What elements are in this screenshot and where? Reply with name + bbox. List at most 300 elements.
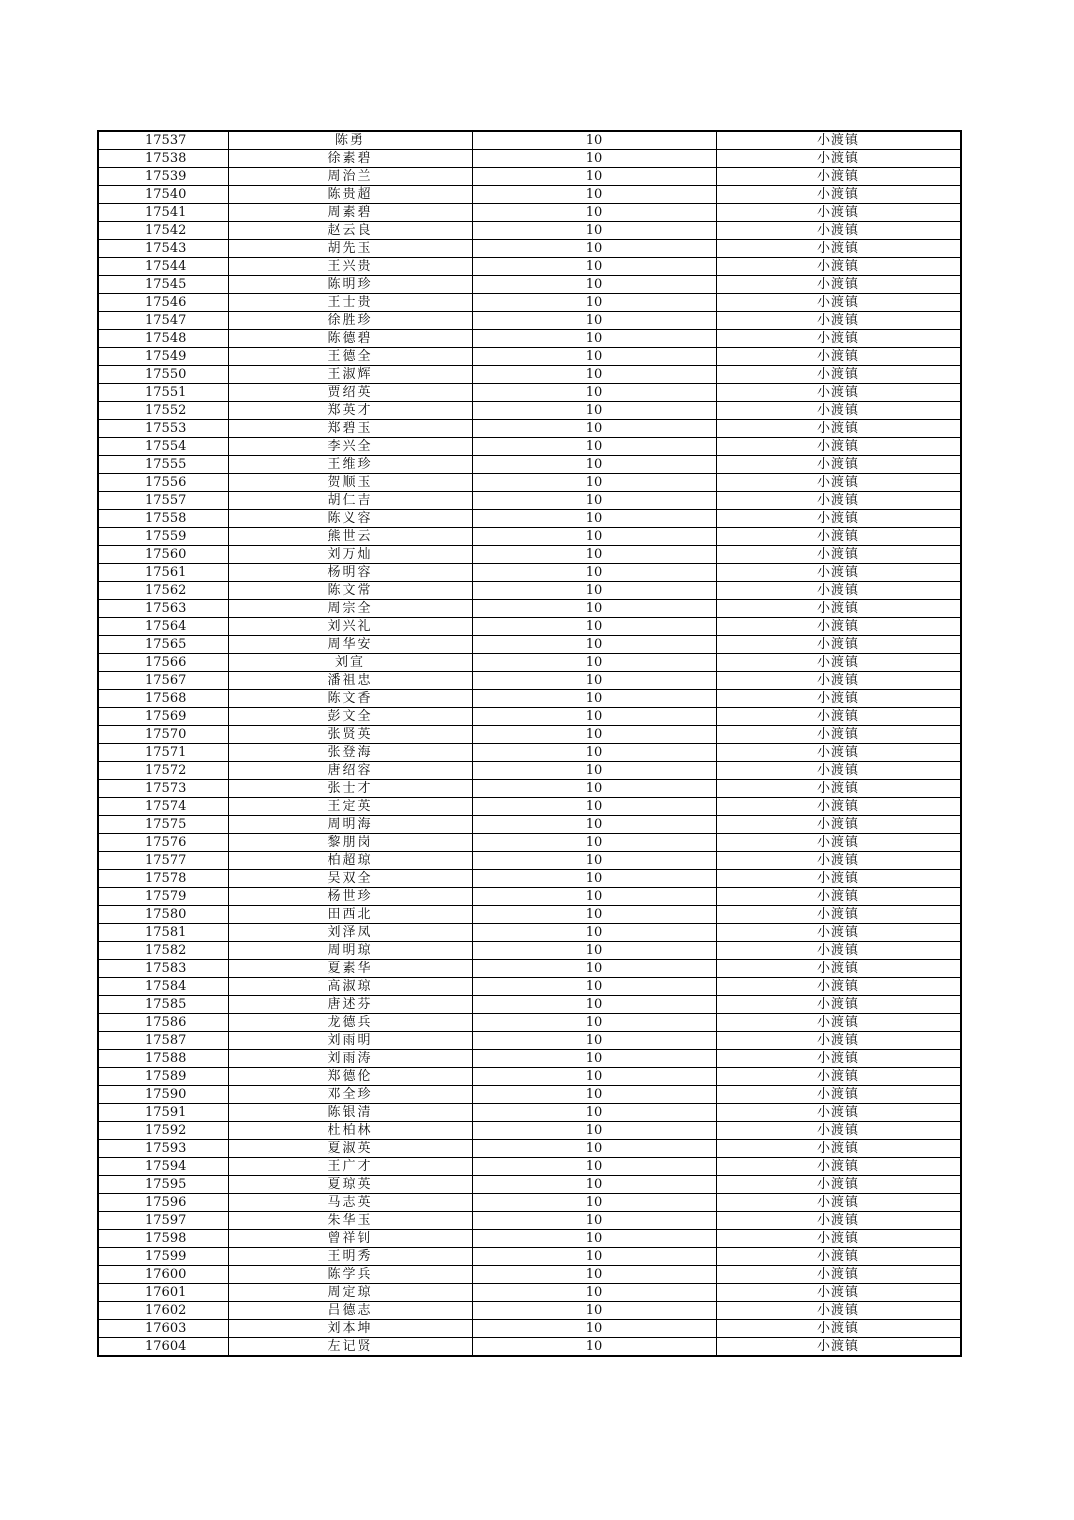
town-cell: 小渡镇: [716, 546, 961, 564]
person-name-cell: 马志英: [228, 1194, 472, 1212]
amount-cell: 10: [472, 240, 716, 258]
table-row: [98, 1212, 961, 1230]
person-name-cell: 唐绍容: [228, 762, 472, 780]
town-cell: 小渡镇: [716, 672, 961, 690]
person-name-cell: 赵云良: [228, 222, 472, 240]
person-name-cell: 徐胜珍: [228, 312, 472, 330]
record-id-cell: 17603: [98, 1320, 228, 1338]
amount-cell: 10: [472, 131, 716, 150]
town-cell: 小渡镇: [716, 888, 961, 906]
record-id-cell: 17560: [98, 546, 228, 564]
amount-cell: 10: [472, 474, 716, 492]
person-name-cell: 贺顺玉: [228, 474, 472, 492]
amount-cell: 10: [472, 1068, 716, 1086]
town-cell: 小渡镇: [716, 1104, 961, 1122]
amount-cell: 10: [472, 888, 716, 906]
town-cell: 小渡镇: [716, 816, 961, 834]
person-name-cell: 高淑琼: [228, 978, 472, 996]
record-id-cell: 17538: [98, 150, 228, 168]
person-name-cell: 左记贤: [228, 1338, 472, 1357]
amount-cell: 10: [472, 1032, 716, 1050]
record-id-cell: 17551: [98, 384, 228, 402]
table-row: [98, 528, 961, 546]
table-row: [98, 240, 961, 258]
amount-cell: 10: [472, 258, 716, 276]
table-row: [98, 1158, 961, 1176]
person-name-cell: 黎朋岗: [228, 834, 472, 852]
town-cell: 小渡镇: [716, 258, 961, 276]
table-row: [98, 1140, 961, 1158]
record-id-cell: 17541: [98, 204, 228, 222]
town-cell: 小渡镇: [716, 348, 961, 366]
person-name-cell: 刘宣: [228, 654, 472, 672]
person-name-cell: 陈明珍: [228, 276, 472, 294]
town-cell: 小渡镇: [716, 150, 961, 168]
record-id-cell: 17583: [98, 960, 228, 978]
amount-cell: 10: [472, 924, 716, 942]
town-cell: 小渡镇: [716, 312, 961, 330]
amount-cell: 10: [472, 204, 716, 222]
record-id-cell: 17604: [98, 1338, 228, 1357]
amount-cell: 10: [472, 366, 716, 384]
town-cell: 小渡镇: [716, 384, 961, 402]
table-row: [98, 1248, 961, 1266]
town-cell: 小渡镇: [716, 870, 961, 888]
table-row: [98, 852, 961, 870]
town-cell: 小渡镇: [716, 942, 961, 960]
record-id-cell: 17580: [98, 906, 228, 924]
person-name-cell: 郑碧玉: [228, 420, 472, 438]
person-name-cell: 周华安: [228, 636, 472, 654]
amount-cell: 10: [472, 870, 716, 888]
record-id-cell: 17581: [98, 924, 228, 942]
amount-cell: 10: [472, 1284, 716, 1302]
town-cell: 小渡镇: [716, 222, 961, 240]
record-id-cell: 17554: [98, 438, 228, 456]
town-cell: 小渡镇: [716, 654, 961, 672]
record-id-cell: 17557: [98, 492, 228, 510]
table-row: [98, 1230, 961, 1248]
person-name-cell: 刘万灿: [228, 546, 472, 564]
person-name-cell: 王德全: [228, 348, 472, 366]
table-row: [98, 384, 961, 402]
person-name-cell: 吕德志: [228, 1302, 472, 1320]
record-id-cell: 17587: [98, 1032, 228, 1050]
person-name-cell: 夏素华: [228, 960, 472, 978]
record-id-cell: 17574: [98, 798, 228, 816]
town-cell: 小渡镇: [716, 978, 961, 996]
record-id-cell: 17542: [98, 222, 228, 240]
record-id-cell: 17585: [98, 996, 228, 1014]
town-cell: 小渡镇: [716, 924, 961, 942]
town-cell: 小渡镇: [716, 1338, 961, 1357]
record-id-cell: 17598: [98, 1230, 228, 1248]
record-id-cell: 17592: [98, 1122, 228, 1140]
record-id-cell: 17553: [98, 420, 228, 438]
person-name-cell: 杨明容: [228, 564, 472, 582]
record-id-cell: 17579: [98, 888, 228, 906]
town-cell: 小渡镇: [716, 600, 961, 618]
person-name-cell: 徐素碧: [228, 150, 472, 168]
table-row: [98, 492, 961, 510]
town-cell: 小渡镇: [716, 582, 961, 600]
town-cell: 小渡镇: [716, 1050, 961, 1068]
town-cell: 小渡镇: [716, 204, 961, 222]
town-cell: 小渡镇: [716, 780, 961, 798]
record-id-cell: 17547: [98, 312, 228, 330]
town-cell: 小渡镇: [716, 186, 961, 204]
record-id-cell: 17563: [98, 600, 228, 618]
record-id-cell: 17544: [98, 258, 228, 276]
person-name-cell: 周定琼: [228, 1284, 472, 1302]
table-row: [98, 1032, 961, 1050]
table-row: [98, 366, 961, 384]
record-id-cell: 17565: [98, 636, 228, 654]
person-name-cell: 陈勇: [228, 131, 472, 150]
person-name-cell: 张士才: [228, 780, 472, 798]
town-cell: 小渡镇: [716, 798, 961, 816]
person-name-cell: 杨世珍: [228, 888, 472, 906]
amount-cell: 10: [472, 690, 716, 708]
town-cell: 小渡镇: [716, 1176, 961, 1194]
amount-cell: 10: [472, 744, 716, 762]
person-name-cell: 唐述芬: [228, 996, 472, 1014]
amount-cell: 10: [472, 762, 716, 780]
record-id-cell: 17588: [98, 1050, 228, 1068]
record-id-cell: 17593: [98, 1140, 228, 1158]
amount-cell: 10: [472, 348, 716, 366]
record-id-cell: 17601: [98, 1284, 228, 1302]
amount-cell: 10: [472, 456, 716, 474]
table-row: [98, 330, 961, 348]
person-name-cell: 熊世云: [228, 528, 472, 546]
record-id-cell: 17602: [98, 1302, 228, 1320]
amount-cell: 10: [472, 150, 716, 168]
person-name-cell: 周素碧: [228, 204, 472, 222]
record-id-cell: 17552: [98, 402, 228, 420]
amount-cell: 10: [472, 834, 716, 852]
table-row: [98, 1266, 961, 1284]
amount-cell: 10: [472, 852, 716, 870]
town-cell: 小渡镇: [716, 1266, 961, 1284]
table-row: [98, 276, 961, 294]
person-name-cell: 田西北: [228, 906, 472, 924]
record-id-cell: 17586: [98, 1014, 228, 1032]
record-id-cell: 17561: [98, 564, 228, 582]
table-row: [98, 186, 961, 204]
table-row: [98, 1122, 961, 1140]
person-name-cell: 陈文常: [228, 582, 472, 600]
table-row: [98, 672, 961, 690]
town-cell: 小渡镇: [716, 744, 961, 762]
record-id-cell: 17564: [98, 618, 228, 636]
person-name-cell: 陈义容: [228, 510, 472, 528]
amount-cell: 10: [472, 708, 716, 726]
table-row: [98, 600, 961, 618]
amount-cell: 10: [472, 1266, 716, 1284]
person-name-cell: 曾祥钊: [228, 1230, 472, 1248]
person-name-cell: 朱华玉: [228, 1212, 472, 1230]
person-name-cell: 王广才: [228, 1158, 472, 1176]
person-name-cell: 王维珍: [228, 456, 472, 474]
person-name-cell: 邓全珍: [228, 1086, 472, 1104]
table-row: [98, 816, 961, 834]
town-cell: 小渡镇: [716, 636, 961, 654]
record-id-cell: 17576: [98, 834, 228, 852]
table-row: [98, 1302, 961, 1320]
town-cell: 小渡镇: [716, 690, 961, 708]
person-name-cell: 周宗全: [228, 600, 472, 618]
amount-cell: 10: [472, 1050, 716, 1068]
record-id-cell: 17539: [98, 168, 228, 186]
amount-cell: 10: [472, 1230, 716, 1248]
amount-cell: 10: [472, 294, 716, 312]
town-cell: 小渡镇: [716, 960, 961, 978]
person-name-cell: 陈德碧: [228, 330, 472, 348]
amount-cell: 10: [472, 1194, 716, 1212]
person-name-cell: 柏超琼: [228, 852, 472, 870]
person-name-cell: 杜柏林: [228, 1122, 472, 1140]
record-id-cell: 17597: [98, 1212, 228, 1230]
table-row: [98, 1176, 961, 1194]
town-cell: 小渡镇: [716, 330, 961, 348]
record-id-cell: 17543: [98, 240, 228, 258]
amount-cell: 10: [472, 672, 716, 690]
table-row: [98, 150, 961, 168]
person-name-cell: 潘祖忠: [228, 672, 472, 690]
table-row: [98, 618, 961, 636]
town-cell: 小渡镇: [716, 492, 961, 510]
amount-cell: 10: [472, 618, 716, 636]
table-row: [98, 1194, 961, 1212]
amount-cell: 10: [472, 978, 716, 996]
table-row: [98, 834, 961, 852]
amount-cell: 10: [472, 942, 716, 960]
record-id-cell: 17572: [98, 762, 228, 780]
table-row: [98, 474, 961, 492]
record-id-cell: 17594: [98, 1158, 228, 1176]
record-id-cell: 17595: [98, 1176, 228, 1194]
amount-cell: 10: [472, 1122, 716, 1140]
table-row: [98, 636, 961, 654]
amount-cell: 10: [472, 996, 716, 1014]
person-name-cell: 郑英才: [228, 402, 472, 420]
amount-cell: 10: [472, 582, 716, 600]
person-name-cell: 贾绍英: [228, 384, 472, 402]
amount-cell: 10: [472, 168, 716, 186]
person-name-cell: 周明琼: [228, 942, 472, 960]
table-row: [98, 798, 961, 816]
record-id-cell: 17556: [98, 474, 228, 492]
table-row: [98, 1086, 961, 1104]
table-row: [98, 888, 961, 906]
record-id-cell: 17584: [98, 978, 228, 996]
table-row: [98, 131, 961, 150]
table-row: [98, 1320, 961, 1338]
amount-cell: 10: [472, 726, 716, 744]
amount-cell: 10: [472, 402, 716, 420]
table-row: [98, 582, 961, 600]
record-id-cell: 17568: [98, 690, 228, 708]
record-id-cell: 17591: [98, 1104, 228, 1122]
record-id-cell: 17600: [98, 1266, 228, 1284]
roster-table-body: [98, 131, 961, 1356]
table-row: [98, 924, 961, 942]
person-name-cell: 彭文全: [228, 708, 472, 726]
record-id-cell: 17571: [98, 744, 228, 762]
amount-cell: 10: [472, 780, 716, 798]
table-row: [98, 222, 961, 240]
person-name-cell: 胡仁吉: [228, 492, 472, 510]
record-id-cell: 17596: [98, 1194, 228, 1212]
amount-cell: 10: [472, 798, 716, 816]
person-name-cell: 郑德伦: [228, 1068, 472, 1086]
table-row: [98, 744, 961, 762]
town-cell: 小渡镇: [716, 1320, 961, 1338]
amount-cell: 10: [472, 816, 716, 834]
table-row: [98, 294, 961, 312]
table-row: [98, 312, 961, 330]
record-id-cell: 17546: [98, 294, 228, 312]
record-id-cell: 17550: [98, 366, 228, 384]
person-name-cell: 张登海: [228, 744, 472, 762]
record-id-cell: 17548: [98, 330, 228, 348]
person-name-cell: 陈贵超: [228, 186, 472, 204]
town-cell: 小渡镇: [716, 564, 961, 582]
town-cell: 小渡镇: [716, 852, 961, 870]
person-name-cell: 刘兴礼: [228, 618, 472, 636]
table-row: [98, 780, 961, 798]
person-name-cell: 周明海: [228, 816, 472, 834]
table-row: [98, 942, 961, 960]
town-cell: 小渡镇: [716, 366, 961, 384]
amount-cell: 10: [472, 654, 716, 672]
table-row: [98, 960, 961, 978]
amount-cell: 10: [472, 528, 716, 546]
town-cell: 小渡镇: [716, 1302, 961, 1320]
person-name-cell: 胡先玉: [228, 240, 472, 258]
amount-cell: 10: [472, 186, 716, 204]
amount-cell: 10: [472, 1302, 716, 1320]
town-cell: 小渡镇: [716, 1212, 961, 1230]
record-id-cell: 17570: [98, 726, 228, 744]
town-cell: 小渡镇: [716, 1158, 961, 1176]
table-row: [98, 654, 961, 672]
amount-cell: 10: [472, 1176, 716, 1194]
town-cell: 小渡镇: [716, 438, 961, 456]
record-id-cell: 17569: [98, 708, 228, 726]
amount-cell: 10: [472, 1158, 716, 1176]
amount-cell: 10: [472, 222, 716, 240]
amount-cell: 10: [472, 564, 716, 582]
amount-cell: 10: [472, 1248, 716, 1266]
record-id-cell: 17555: [98, 456, 228, 474]
town-cell: 小渡镇: [716, 1068, 961, 1086]
record-id-cell: 17540: [98, 186, 228, 204]
amount-cell: 10: [472, 960, 716, 978]
amount-cell: 10: [472, 1212, 716, 1230]
amount-cell: 10: [472, 384, 716, 402]
table-row: [98, 762, 961, 780]
record-id-cell: 17575: [98, 816, 228, 834]
table-row: [98, 1104, 961, 1122]
record-id-cell: 17559: [98, 528, 228, 546]
town-cell: 小渡镇: [716, 1230, 961, 1248]
person-name-cell: 李兴全: [228, 438, 472, 456]
town-cell: 小渡镇: [716, 168, 961, 186]
amount-cell: 10: [472, 510, 716, 528]
amount-cell: 10: [472, 636, 716, 654]
person-name-cell: 陈学兵: [228, 1266, 472, 1284]
table-row: [98, 1338, 961, 1357]
person-name-cell: 王定英: [228, 798, 472, 816]
amount-cell: 10: [472, 420, 716, 438]
person-name-cell: 王明秀: [228, 1248, 472, 1266]
person-name-cell: 刘雨涛: [228, 1050, 472, 1068]
town-cell: 小渡镇: [716, 1014, 961, 1032]
table-row: [98, 978, 961, 996]
table-row: [98, 546, 961, 564]
table-row: [98, 690, 961, 708]
amount-cell: 10: [472, 330, 716, 348]
person-name-cell: 王士贵: [228, 294, 472, 312]
table-row: [98, 204, 961, 222]
town-cell: 小渡镇: [716, 726, 961, 744]
amount-cell: 10: [472, 1140, 716, 1158]
amount-cell: 10: [472, 492, 716, 510]
amount-cell: 10: [472, 600, 716, 618]
amount-cell: 10: [472, 1014, 716, 1032]
table-row: [98, 996, 961, 1014]
table-row: [98, 168, 961, 186]
town-cell: 小渡镇: [716, 708, 961, 726]
table-row: [98, 1014, 961, 1032]
amount-cell: 10: [472, 1086, 716, 1104]
record-id-cell: 17537: [98, 131, 228, 150]
person-name-cell: 王兴贵: [228, 258, 472, 276]
table-row: [98, 708, 961, 726]
table-row: [98, 402, 961, 420]
record-id-cell: 17578: [98, 870, 228, 888]
town-cell: 小渡镇: [716, 762, 961, 780]
table-row: [98, 726, 961, 744]
table-row: [98, 420, 961, 438]
record-id-cell: 17573: [98, 780, 228, 798]
person-name-cell: 刘雨明: [228, 1032, 472, 1050]
amount-cell: 10: [472, 1338, 716, 1357]
record-id-cell: 17567: [98, 672, 228, 690]
record-id-cell: 17558: [98, 510, 228, 528]
record-id-cell: 17545: [98, 276, 228, 294]
table-row: [98, 1050, 961, 1068]
town-cell: 小渡镇: [716, 618, 961, 636]
town-cell: 小渡镇: [716, 510, 961, 528]
table-row: [98, 906, 961, 924]
town-cell: 小渡镇: [716, 131, 961, 150]
person-name-cell: 吴双全: [228, 870, 472, 888]
town-cell: 小渡镇: [716, 240, 961, 258]
town-cell: 小渡镇: [716, 420, 961, 438]
person-name-cell: 夏淑英: [228, 1140, 472, 1158]
amount-cell: 10: [472, 1320, 716, 1338]
record-id-cell: 17562: [98, 582, 228, 600]
town-cell: 小渡镇: [716, 294, 961, 312]
town-cell: 小渡镇: [716, 996, 961, 1014]
table-row: [98, 1284, 961, 1302]
person-name-cell: 刘本坤: [228, 1320, 472, 1338]
person-name-cell: 陈文香: [228, 690, 472, 708]
record-id-cell: 17599: [98, 1248, 228, 1266]
